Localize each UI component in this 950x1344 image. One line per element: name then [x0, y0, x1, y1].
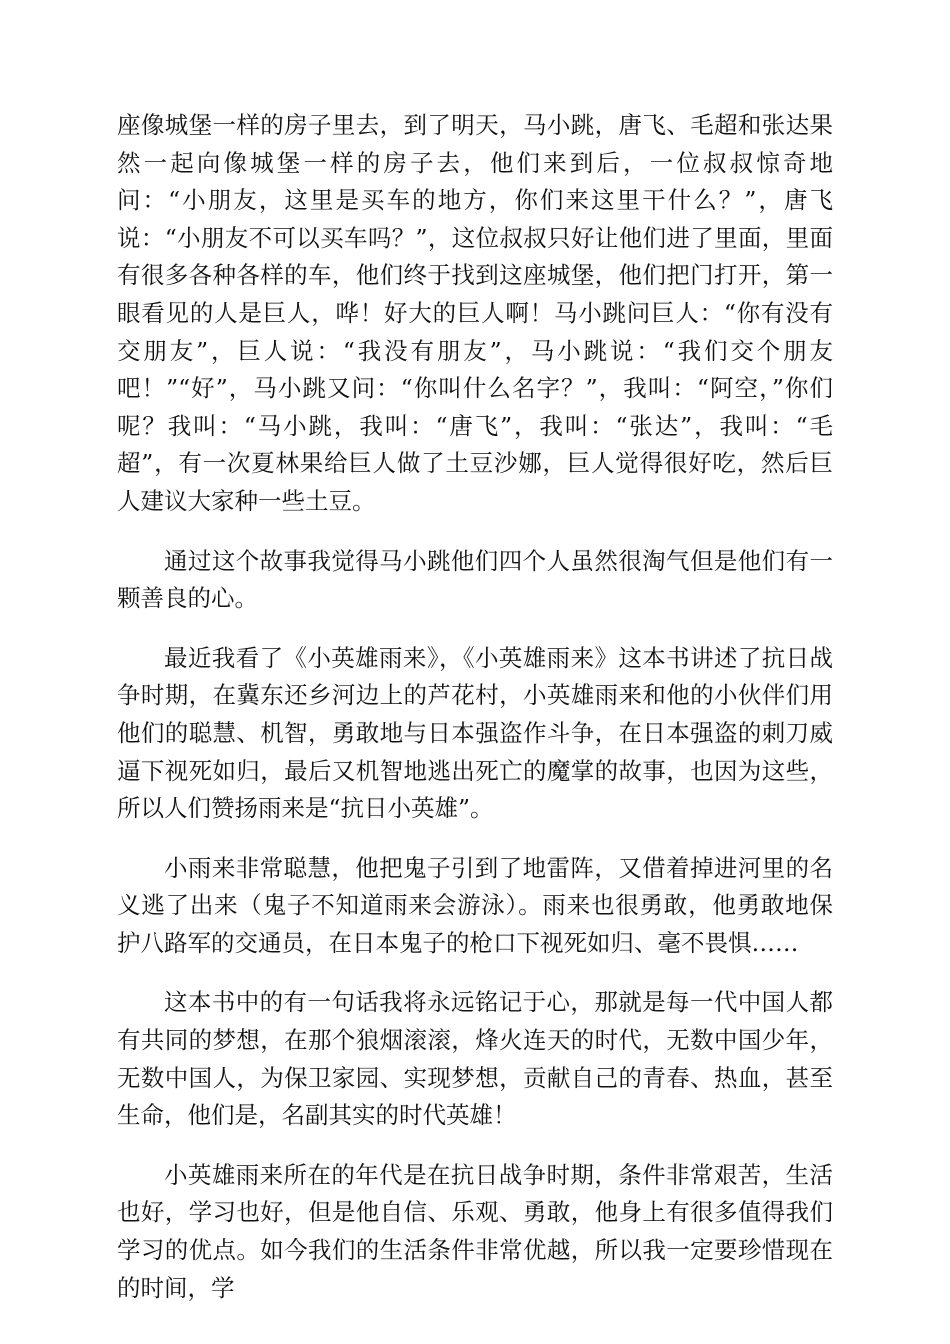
paragraph-yulai-traits: 小雨来非常聪慧，他把鬼子引到了地雷阵，又借着掉进河里的名义逃了出来（鬼子不知道雨来会游泳）。雨来也很勇敢，他勇敢地保护八路军的交通员，在日本鬼子的枪口下视死如归、毫不畏惧…… [117, 853, 833, 957]
paragraph-book-intro: 最近我看了《小英雄雨来》，《小英雄雨来》这本书讲述了抗日战争时期，在冀东还乡河边上的芦花村，小英雄雨来和他的小伙伴们用他们的聪慧、机智，勇敢地与日本强盗作斗争，在日本强盗的刺刀威逼下视死如归，最后又机智地逃出死亡的魔掌的故事，也因为这些，所以人们赞扬雨来是“抗日小英雄”。 [117, 643, 833, 823]
paragraph-lesson: 小英雄雨来所在的年代是在抗日战争时期，条件非常艰苦，生活也好，学习也好，但是他自信、乐观、勇敢，他身上有很多值得我们学习的优点。如今我们的生活条件非常优越，所以我一定要珍惜现在的时间，学 [117, 1160, 833, 1302]
document-page [117, 107, 833, 1307]
paragraph-memorable-quote: 这本书中的有一句话我将永远铭记于心，那就是每一代中国人都有共同的梦想，在那个狼烟滚滚，烽火连天的时代，无数中国少年，无数中国人，为保卫家园、实现梦想，贡献自己的青春、热血，甚至生命，他们是，名副其实的时代英雄！ [117, 988, 833, 1130]
paragraph-story-reflection: 通过这个故事我觉得马小跳他们四个人虽然很淘气但是他们有一颗善良的心。 [117, 546, 833, 613]
paragraph-story-continuation: 座像城堡一样的房子里去，到了明天，马小跳，唐飞、毛超和张达果然一起向像城堡一样的房子去，他们来到后，一位叔叔惊奇地问：“小朋友，这里是买车的地方，你们来这里干什么？”，唐飞说：“小朋友不可以买车吗？”，这位叔叔只好让他们进了里面，里面有很多各种各样的车，他们终于找到这座城堡，他们把门打开，第一眼看见的人是巨人，哗！好大的巨人啊！马小跳问巨人：“你有没有交朋友”，巨人说：“我没有朋友”，马小跳说：“我们交个朋友吧！”“好”，马小跳又问：“你叫什么名字？”，我叫：“阿空，”你们呢？我叫：“马小跳，我叫：“唐飞”，我叫：“张达”，我叫：“毛超”，有一次夏林果给巨人做了土豆沙娜，巨人觉得很好吃，然后巨人建议大家种一些土豆。 [117, 111, 833, 515]
